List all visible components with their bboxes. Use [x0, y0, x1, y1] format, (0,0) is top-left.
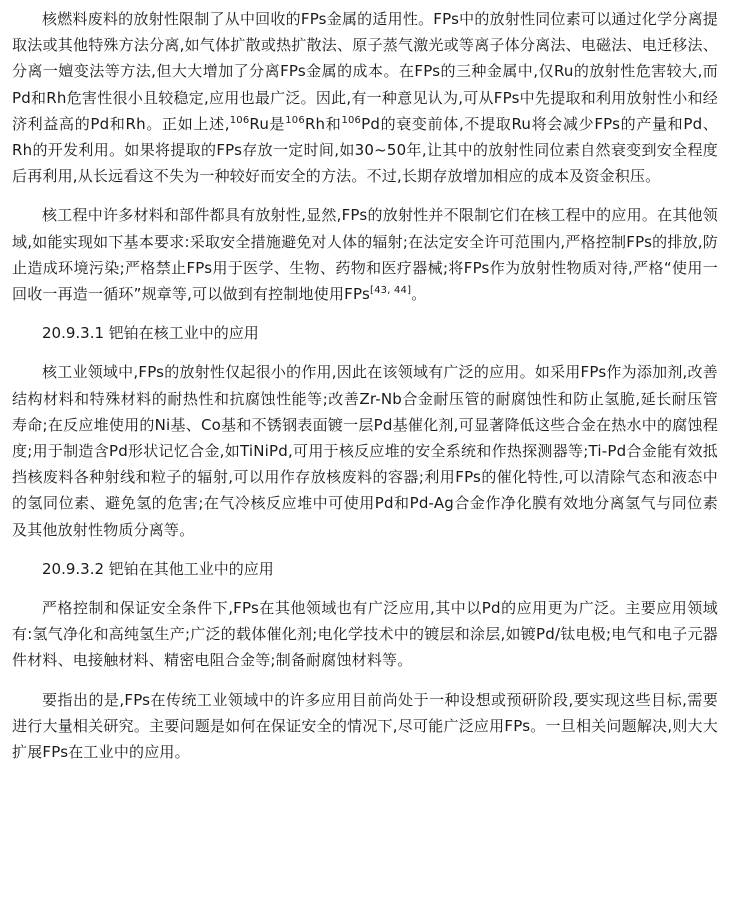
paragraph-nuclear-industry: 核工业领域中,FPs的放射性仅起很小的作用,因此在该领域有广泛的应用。如采用FPs作为添加剂,改善结构材料和特殊材料的耐热性和抗腐蚀性能等;改善Zr-Nb合金耐压管的耐腐蚀性和防止氢脆,延长耐压管寿命;在反应堆使用的Ni基、Co基和不锈钢表面镀一层Pd基催化剂,可显著降低这些合金在热水中的腐蚀程度;用于制造含Pd形状记忆合金,如TiNiPd,可用于核反应堆的安全系统和作热探测器等;Ti-Pd合金能有效抵挡核废料各种射线和粒子的辐射,可以用作存放核废料的容器;利用FPs的催化特性,可以清除气态和液态中的氢同位素、避免氢的危害;在气冷核反应堆中可使用Pd和Pd-Ag合金作净化膜有效地分离氢气与同位素及其他放射性物质分离等。 — [12, 363, 718, 539]
section-heading-other-industry: 20.9.3.2 钯铂在其他工业中的应用 — [42, 559, 274, 578]
isotope-mass-number: 106 — [341, 114, 362, 126]
citation-reference: [43, 44] — [369, 285, 412, 297]
isotope-mass-number: 106 — [285, 114, 305, 126]
paragraph-radioactivity — [12, 6, 718, 189]
paragraph-text: Pd的衰变前体,不提取Ru将会减少FPs的产量和Pd、Rh的开发利用。如果将提取的FPs存放一定时间,如30~50年,让其中的放射性同位素自然衰变到安全程度后再利用,从长远看这不失为一种较好而安全的方法。不过,长期存放增加相应的成本及资金积压。 — [12, 114, 719, 186]
paragraph-text: Rh和 — [304, 114, 342, 133]
paragraph-nuclear-engineering — [12, 202, 718, 307]
paragraph-other-industry: 严格控制和保证安全条件下,FPs在其他领域也有广泛应用,其中以Pd的应用更为广泛。主要应用领域有:氢气净化和高纯氢生产;广泛的载体催化剂;电化学技术中的镀层和涂层,如镀Pd/钛电极;电气和电子元器件材料、电接触材料、精密电阻合金等;制备耐腐蚀材料等。 — [12, 599, 718, 670]
paragraph-text: 。 — [411, 285, 427, 304]
isotope-mass-number: 106 — [229, 114, 250, 126]
section-heading-nuclear-industry: 20.9.3.1 钯铂在核工业中的应用 — [42, 324, 259, 343]
paragraph-text: 核工程中许多材料和部件都具有放射性,显然,FPs的放射性并不限制它们在核工程中的应用。在其他领域,如能实现如下基本要求:采取安全措施避免对人体的辐射;在法定安全许可范围内,严格控制FPs的排放,防止造成环境污染;严格禁止FPs用于医学、生物、药物和医疗器械;将FPs作为放射性物质对待,严格“使用一回收一再造一循环”规章等,可以做到有控制地使用FPs — [12, 206, 718, 304]
paragraph-research-outlook: 要指出的是,FPs在传统工业领域中的许多应用目前尚处于一种设想或预研阶段,要实现这些目标,需要进行大量相关研究。主要问题是如何在保证安全的情况下,尽可能广泛应用FPs。一旦相关问题解决,则大大扩展FPs在工业中的应用。 — [12, 690, 718, 762]
paragraph-text: 核燃料废料的放射性限制了从中回收的FPs金属的适用性。FPs中的放射性同位素可以通过化学分离提取法或其他特殊方法分离,如气体扩散或热扩散法、原子蒸气激光或等离子体分离法、电磁法、电迁移法、分离一嬗变法等方法,但大大增加了分离FPs金属的成本。在FPs的三种金属中,仅Ru的放射性危害较大,而Pd和Rh危害性很小且较稳定,应用也最广泛。因此,有一种意见认为,可从FPs中先提取和利用放射性小和经济利益高的Pd和Rh。正如上述, — [12, 10, 718, 133]
paragraph-text: Ru是 — [249, 114, 286, 133]
